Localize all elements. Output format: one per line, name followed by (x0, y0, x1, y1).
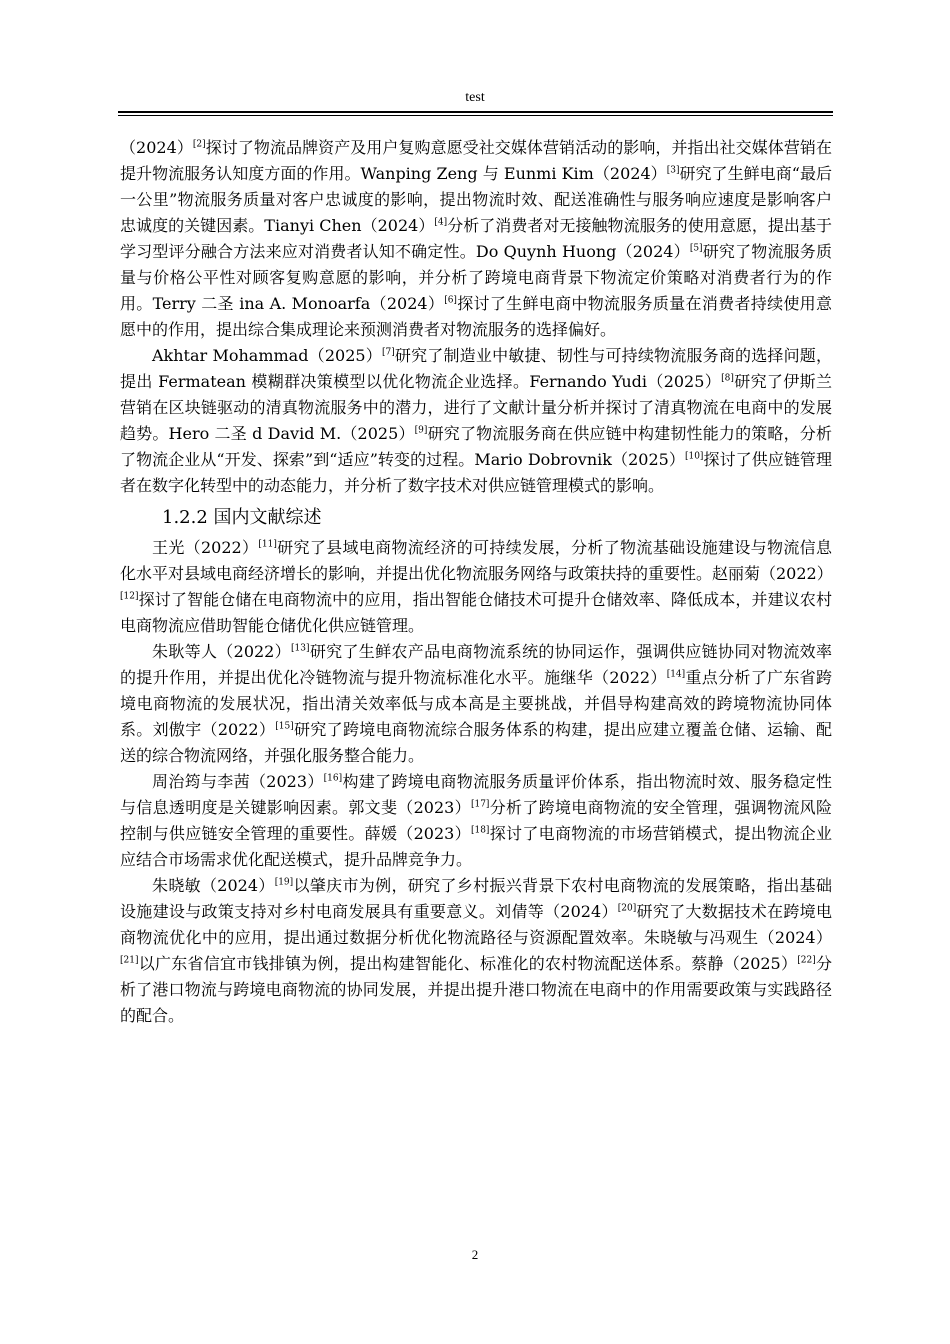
citation-ref: [17] (470, 799, 490, 810)
citation-ref: [12] (120, 591, 139, 602)
paragraph-text: 以肇庆市为例，研究了乡村振兴背景下农村电商物流的发展策略，指出基础设施建设与政策支持对乡村电商发展具有重要意义。刘倩等（2024） (120, 876, 832, 921)
header-rule-thin (118, 115, 833, 116)
header-rule (118, 111, 833, 113)
body-paragraph (120, 535, 832, 639)
header-title: test (465, 90, 485, 105)
paragraph-text: 研究了物流服务质量与价格公平性对顾客复购意愿的影响，并分析了跨境电商背景下物流定价策略对消费者行为的作用。Terry 二圣 ina A. Monoarfa（2024） (120, 242, 832, 313)
paragraph-text: 研究了生鲜农产品电商物流系统的协同运作，强调供应链协同对物流效率的提升作用，并提出优化冷链物流与提升物流标准化水平。施继华（2022） (120, 642, 832, 687)
citation-ref: [16] (323, 773, 343, 784)
body-paragraph (120, 343, 832, 499)
paragraph-text: 研究了制造业中敏捷、韧性与可持续物流服务商的选择问题，提出 Fermatean 模糊群决策模型以优化物流企业选择。Fernando Yudi（2025） (120, 346, 832, 391)
citation-ref: [15] (275, 721, 294, 732)
paragraph-text: 朱晓敏（2024） (152, 876, 275, 895)
body-paragraph (120, 769, 832, 873)
paragraph-text: 研究了大数据技术在跨境电商物流优化中的应用，提出通过数据分析优化物流路径与资源配置效率。朱晓敏与冯观生（2024） (120, 902, 832, 947)
citation-ref: [19] (274, 877, 294, 888)
paragraph-text: 探讨了电商物流的市场营销模式，提出物流企业应结合市场需求优化配送模式，提升品牌竞争力。 (120, 824, 832, 869)
citation-ref: [13] (291, 643, 310, 654)
citation-ref: [3] (666, 165, 680, 176)
paragraph-text: 探讨了供应链管理者在数字化转型中的动态能力，并分析了数字技术对供应链管理模式的影响。 (120, 450, 832, 495)
paragraph-text: 研究了生鲜电商“最后一公里”物流服务质量对客户忠诚度的影响，提出物流时效、配送准确性与服务响应速度是影响客户忠诚度的关键因素。Tianyi Chen（2024） (120, 164, 832, 235)
citation-ref: [8] (721, 373, 734, 384)
page-number: 2 (471, 1247, 479, 1262)
body-paragraph (120, 135, 832, 343)
citation-ref: [22] (797, 955, 816, 966)
citation-ref: [4] (434, 217, 448, 228)
paragraph-text: 以广东省信宜市钱排镇为例，提出构建智能化、标准化的农村物流配送体系。蔡静（2025） (138, 954, 798, 973)
citation-ref: [10] (684, 451, 704, 462)
citation-ref: [2] (192, 139, 206, 150)
citation-ref: [6] (444, 295, 457, 306)
paragraph-text: 重点分析了广东省跨境电商物流的发展状况，指出清关效率低与成本高是主要挑战，并倡导构建高效的跨境物流协同体系。刘傲宇（2022） (120, 668, 832, 739)
paragraph-text: 构建了跨境电商物流服务质量评价体系，指出物流时效、服务稳定性与信息透明度是关键影响因素。郭文斐（2023） (120, 772, 832, 817)
paragraph-text: 研究了跨境电商物流综合服务体系的构建，提出应建立覆盖仓储、运输、配送的综合物流网络，并强化服务整合能力。 (120, 720, 832, 765)
paragraph-text: 分析了跨境电商物流的安全管理，强调物流风险控制与供应链安全管理的重要性。薛媛（2023） (120, 798, 832, 843)
citation-ref: [7] (381, 347, 395, 358)
citation-ref: [9] (414, 425, 428, 436)
paragraph-text: 分析了港口物流与跨境电商物流的协同发展，并提出提升港口物流在电商中的作用需要政策与实践路径的配合。 (120, 954, 832, 1025)
paragraph-text: 探讨了生鲜电商中物流服务质量在消费者持续使用意愿中的作用，提出综合集成理论来预测消费者对物流服务的选择偏好。 (120, 294, 832, 339)
paragraph-text: 研究了县域电商物流经济的可持续发展，分析了物流基础设施建设与物流信息化水平对县域电商经济增长的影响，并提出优化物流服务网络与政策扶持的重要性。赵丽菊（2022） (120, 538, 833, 583)
citation-ref: [20] (617, 903, 637, 914)
paragraph-text: （2024） (120, 138, 193, 157)
body-paragraph (120, 873, 832, 1029)
citation-ref: [18] (470, 825, 490, 836)
document-body (120, 135, 832, 1029)
section-heading: 1.2.2 国内文献综述 (162, 507, 322, 528)
citation-ref: [5] (689, 243, 703, 254)
paragraph-text: Akhtar Mohammad（2025） (152, 346, 382, 365)
paragraph-text: 王光（2022） (152, 538, 259, 557)
body-paragraph (120, 639, 832, 769)
paragraph-text: 探讨了智能仓储在电商物流中的应用，指出智能仓储技术可提升仓储效率、降低成本，并建议农村电商物流应借助智能仓储优化供应链管理。 (120, 590, 832, 635)
paragraph-text: 分析了消费者对无接触物流服务的使用意愿，提出基于学习型评分融合方法来应对消费者认知不确定性。Do Quynh Huong（2024） (120, 216, 832, 261)
citation-ref: [21] (120, 955, 139, 966)
paragraph-text: 研究了物流服务商在供应链中构建韧性能力的策略，分析了物流企业从“开发、探索”到“适应”转变的过程。Mario Dobrovnik（2025） (120, 424, 832, 469)
citation-ref: [14] (666, 669, 686, 680)
paragraph-text: 周治筠与李茜（2023） (152, 772, 324, 791)
paragraph-text: 研究了伊斯兰营销在区块链驱动的清真物流服务中的潜力，进行了文献计量分析并探讨了清真物流在电商中的发展趋势。Hero 二圣 d David M.（2025） (120, 372, 832, 443)
citation-ref: [11] (258, 539, 277, 550)
paragraph-text: 探讨了物流品牌资产及用户复购意愿受社交媒体营销活动的影响，并指出社交媒体营销在提升物流服务认知度方面的作用。Wanping Zeng 与 Eunmi Kim（2024） (120, 138, 832, 183)
paragraph-text: 朱耿等人（2022） (152, 642, 292, 661)
